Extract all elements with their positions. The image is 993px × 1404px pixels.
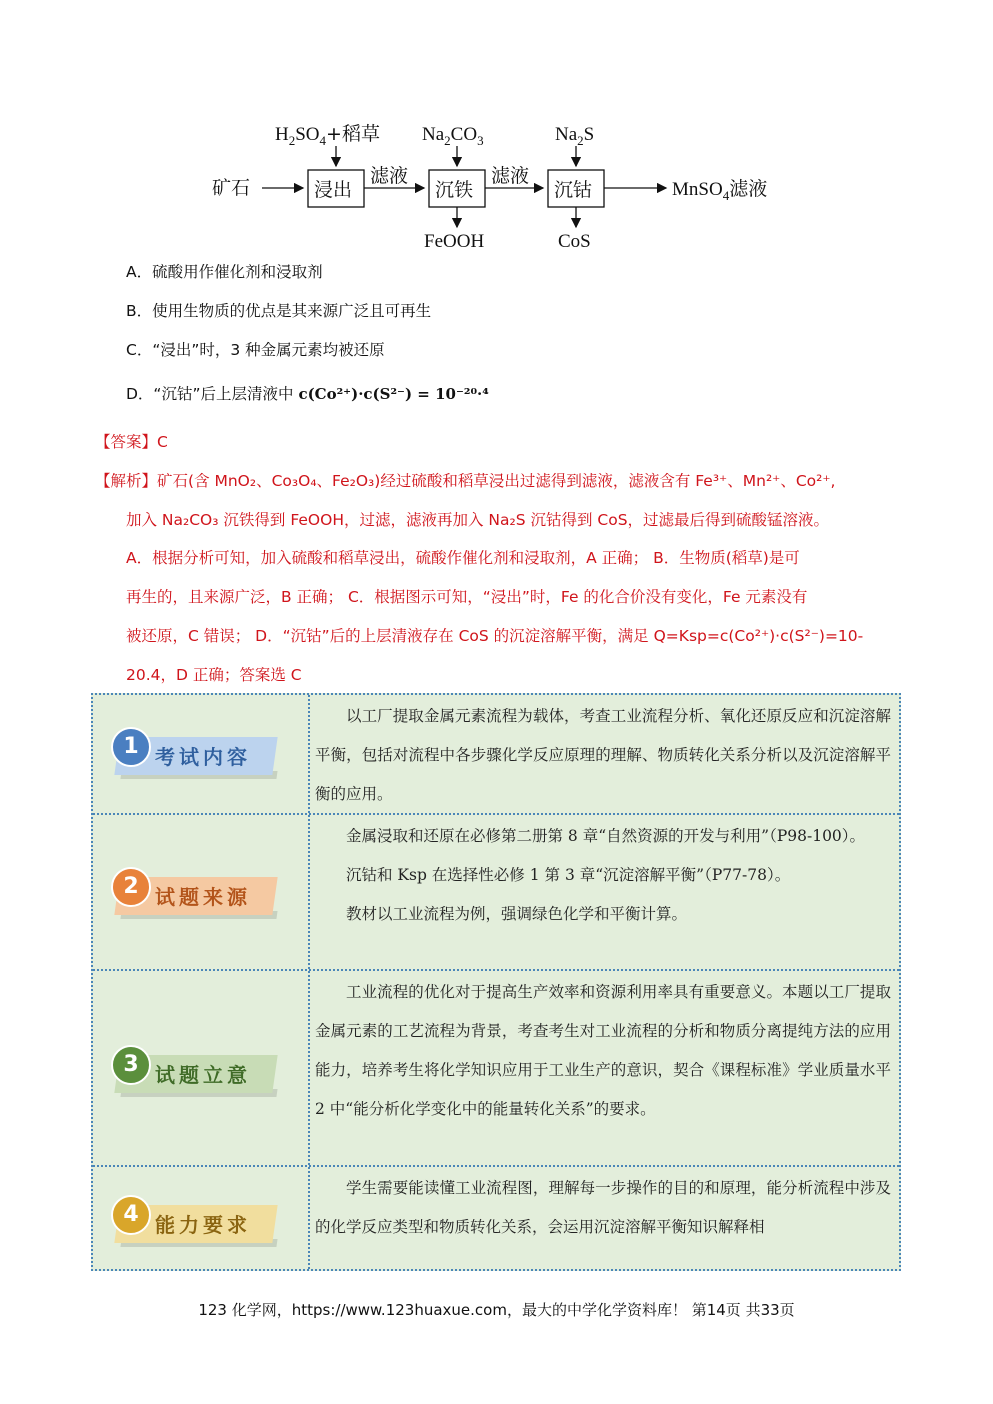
- answer-value: C: [157, 433, 168, 451]
- badge-4: [107, 1191, 283, 1247]
- badge-number: 1: [111, 727, 151, 767]
- flow-input: 矿石: [212, 177, 251, 199]
- step-cobalt: 沉钴: [554, 179, 593, 201]
- analysis-line-1: 【解析】矿石(含 MnO₂、Co₃O₄、Fe₂O₃)经过硫酸和稻草浸出过滤得到滤液，滤液含有 Fe³⁺、Mn²⁺、Co²⁺,: [95, 472, 836, 490]
- option-d: [126, 382, 489, 404]
- section-text: 金属浸取和还原在必修第二册第 8 章“自然资源的开发与利用”（P98-100）。 沉钴和 Ksp 在选择性必修 1 第 3 章“沉淀溶解平衡”（P77-78）。 教材以工业流程为例，强调绿色化学和平衡计算。: [346, 827, 866, 923]
- option-a: A．硫酸用作催化剂和浸取剂: [126, 263, 323, 281]
- table-row: [93, 1165, 899, 1271]
- badge-3: [107, 1041, 283, 1097]
- answer: [95, 430, 168, 452]
- reagent-h2so4: $H_2SO_4+$稻草: [275, 123, 380, 148]
- badge-number: 4: [111, 1195, 151, 1235]
- option-b: B．使用生物质的优点是其来源广泛且可再生: [126, 302, 432, 320]
- page-footer: 123 化学网，https://www.123huaxue.com，最大的中学化学资料库！ 第14页 共33页: [198, 1301, 795, 1319]
- badge-title: 考试内容: [155, 745, 251, 769]
- product-feooh: FeOOH: [424, 231, 485, 252]
- option-d-formula: c(Co²⁺)·c(S²⁻) = 10⁻²⁰·⁴: [298, 385, 489, 403]
- badge-number: 2: [111, 867, 151, 907]
- table-row: [93, 813, 899, 971]
- badge-title: 试题立意: [155, 1063, 251, 1087]
- analysis-line-2: 加入 Na₂CO₃ 沉铁得到 FeOOH，过滤，滤液再加入 Na₂S 沉钴得到 CoS，过滤最后得到硫酸锰溶液。: [126, 511, 830, 529]
- section-text: 学生需要能读懂工业流程图，理解每一步操作的目的和原理，能分析流程中涉及的化学反应类型和物质转化关系，会运用沉淀溶解平衡知识解释相: [315, 1179, 891, 1236]
- badge-title: 试题来源: [155, 885, 251, 909]
- option-c: C．“浸出”时，3 种金属元素均被还原: [126, 341, 385, 359]
- badge-1: [107, 723, 283, 779]
- product-cos: CoS: [558, 231, 591, 252]
- process-flow-diagram: [200, 110, 800, 260]
- analysis-line-6: 20.4，D 正确；答案选 C: [126, 666, 302, 684]
- step-iron: 沉铁: [435, 179, 474, 201]
- reagent-na2s: $Na_2S$: [555, 124, 595, 148]
- answer-label: 【答案】: [95, 433, 158, 451]
- analysis-line-5: 被还原，C 错误； D．“沉钴”后的上层清液存在 CoS 的沉淀溶解平衡，满足 Q=Ksp=c(Co²⁺)·c(S²⁻)=10-: [126, 627, 864, 645]
- reagent-na2co3: $Na_2CO_3$: [422, 124, 484, 148]
- analysis-line-4: 再生的，且来源广泛，B 正确； C．根据图示可知，“浸出”时，Fe 的化合价没有变化，Fe 元素没有: [126, 588, 808, 606]
- filtrate-2: 滤液: [491, 165, 530, 187]
- analysis-label: 【解析】: [95, 472, 158, 490]
- table-row: [93, 969, 899, 1167]
- section-text: 工业流程的优化对于提高生产效率和资源利用率具有重要意义。本题以工厂提取金属元素的工艺流程为背景，考查考生对工业流程的分析和物质分离提纯方法的应用能力，培养考生将化学知识应用于工业生产的意识，契合《课程标准》学业质量水平 2 中“能分析化学变化中的能量转化关系”的要求。: [315, 983, 891, 1118]
- badge-2: [107, 863, 283, 919]
- table-row: [93, 695, 899, 813]
- option-d-text: D．“沉钴”后上层清液中: [126, 385, 294, 403]
- info-table: [91, 693, 901, 1271]
- filtrate-1: 滤液: [370, 165, 409, 187]
- section-text: 以工厂提取金属元素流程为载体，考查工业流程分析、氧化还原反应和沉淀溶解平衡，包括对流程中各步骤化学反应原理的理解、物质转化关系分析以及沉淀溶解平衡的应用。: [315, 707, 891, 803]
- step-leach: 浸出: [314, 179, 353, 201]
- flow-output: MnSO$_4$滤液: [672, 178, 768, 203]
- analysis-line-3: A．根据分析可知，加入硫酸和稻草浸出，硫酸作催化剂和浸取剂，A 正确； B．生物质(稻草)是可: [126, 549, 800, 567]
- badge-title: 能力要求: [155, 1213, 251, 1237]
- badge-number: 3: [111, 1045, 151, 1085]
